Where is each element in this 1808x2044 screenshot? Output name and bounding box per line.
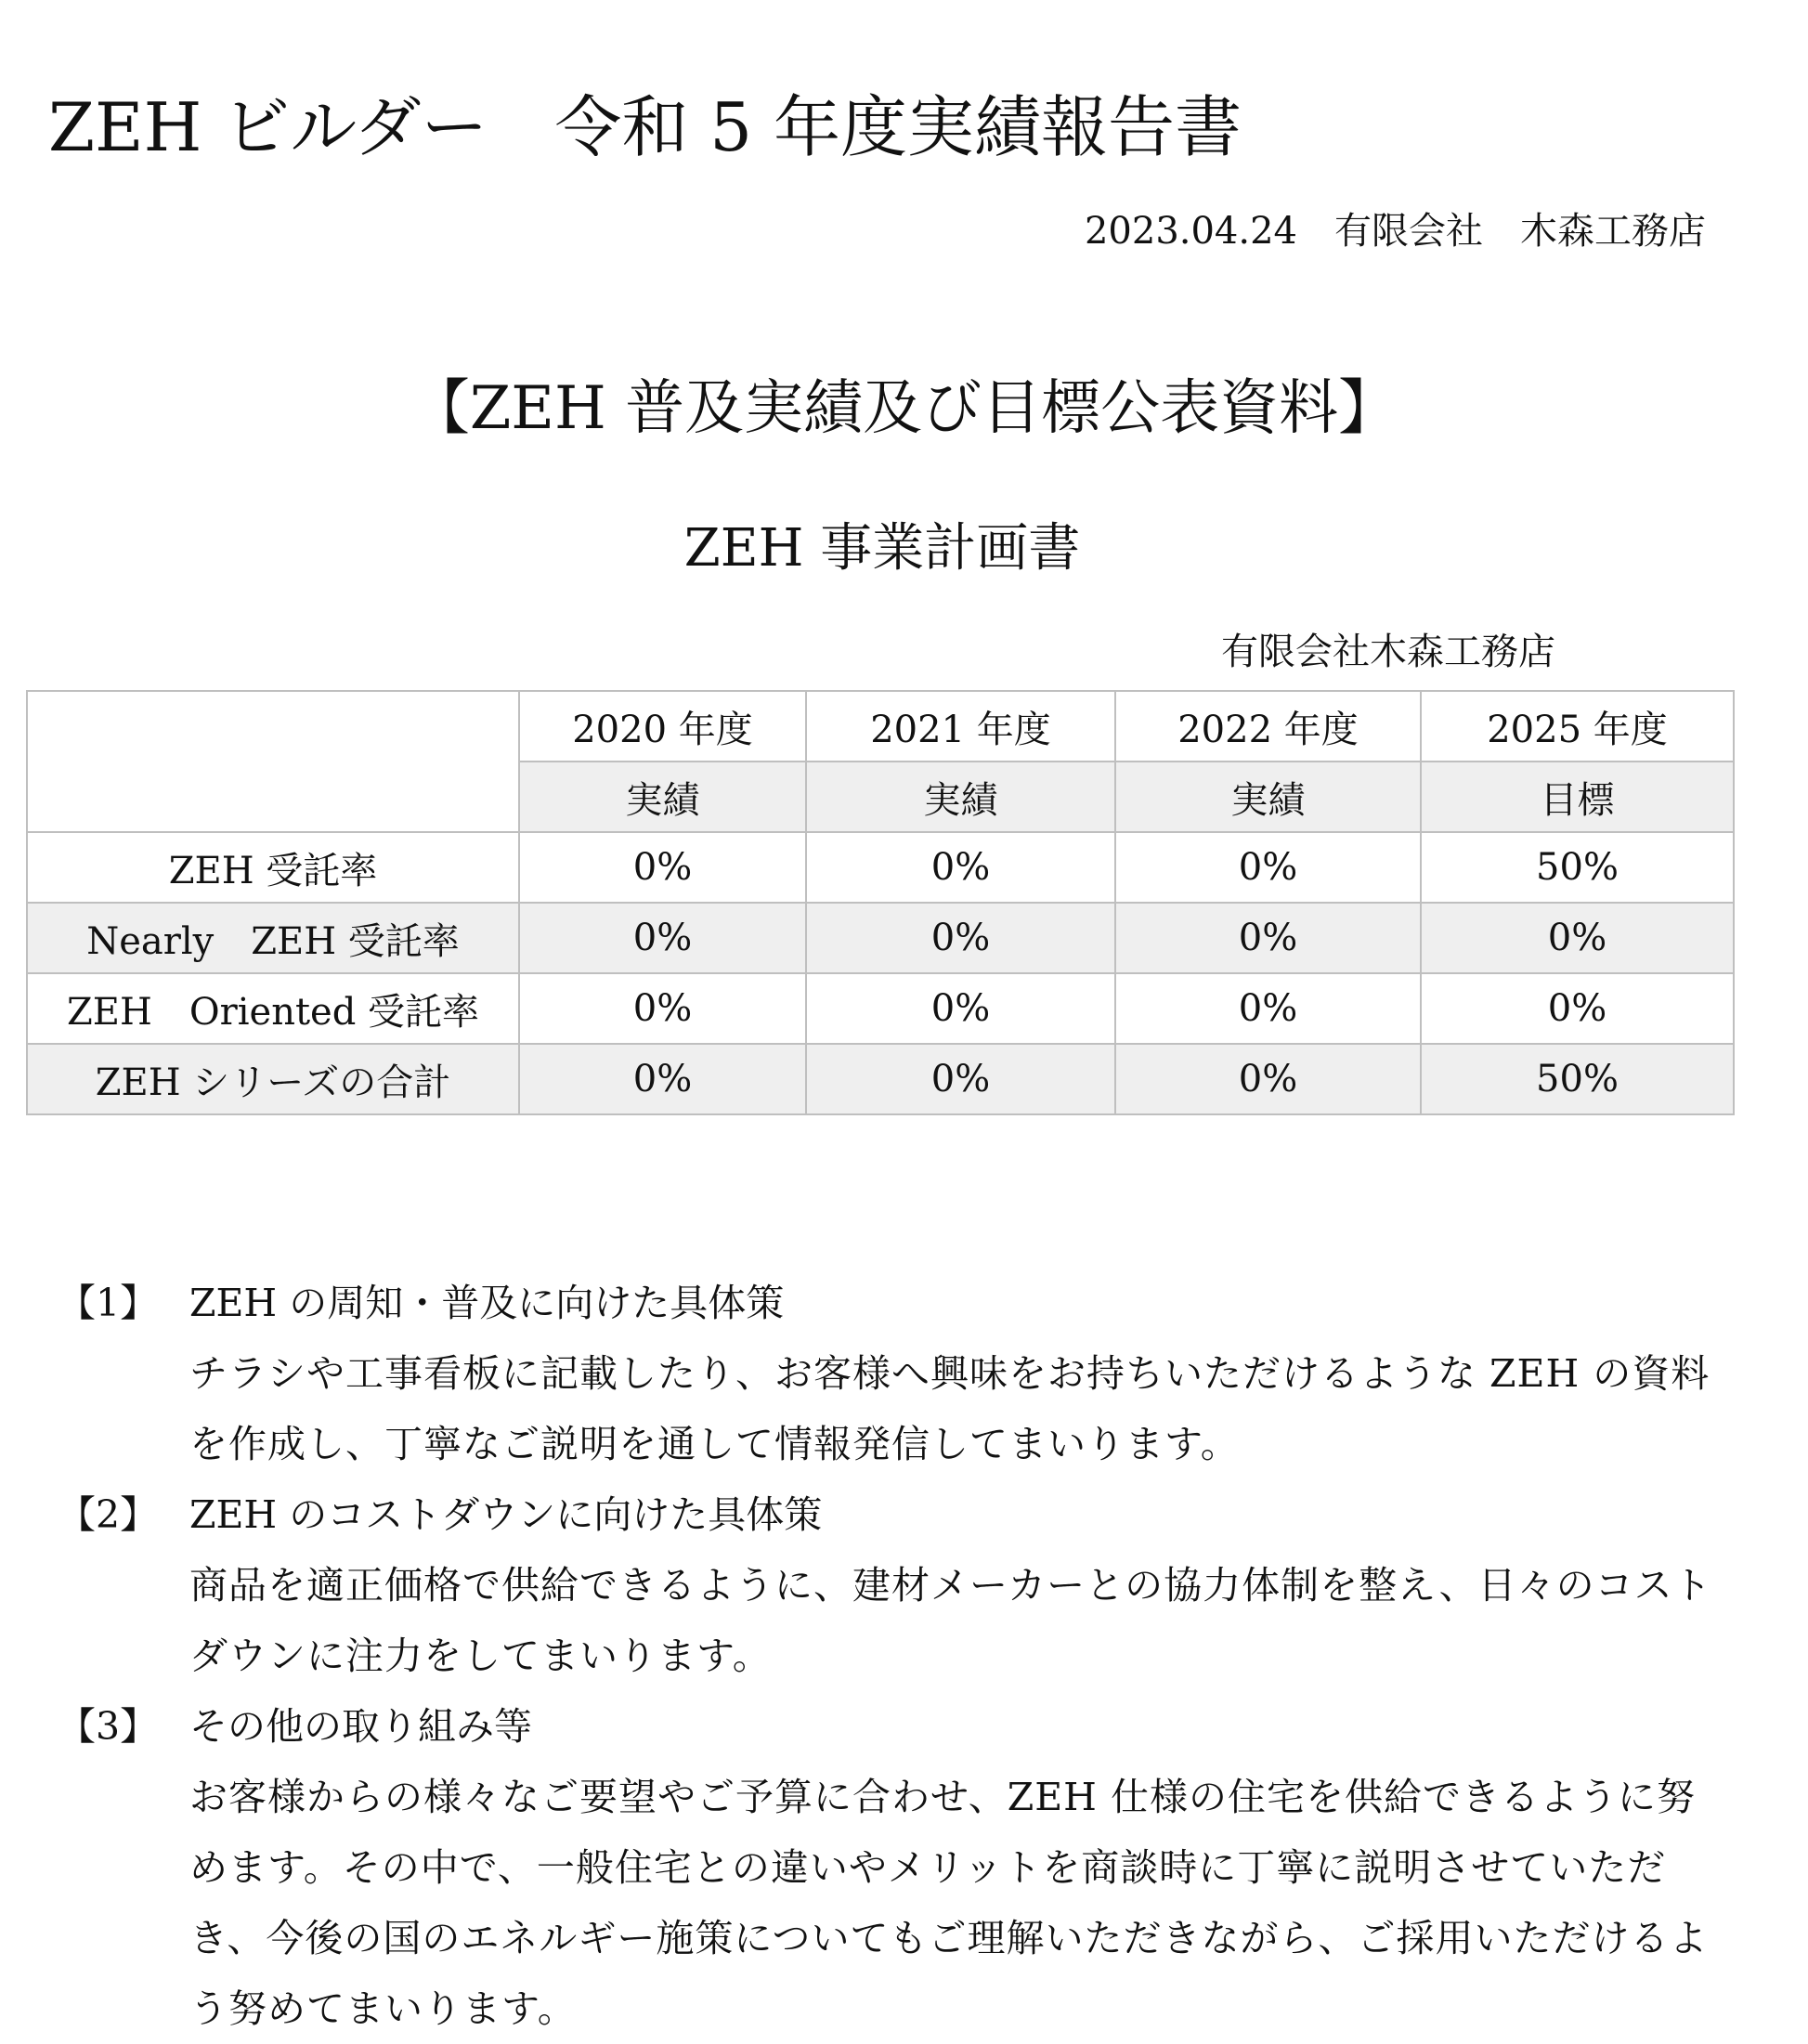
measure-heading <box>58 1268 1729 1338</box>
table-corner-cell <box>27 691 519 832</box>
row-label: ZEH 受託率 <box>27 832 519 903</box>
table-cell: 0% <box>806 1044 1115 1114</box>
table-cell: 0% <box>519 832 806 903</box>
year-header: 2020 年度 <box>519 691 806 762</box>
table-cell: 0% <box>1115 903 1421 973</box>
document-title: ZEH ビルダー 令和 5 年度実績報告書 <box>48 88 1242 166</box>
measure-item <box>58 1268 1729 1479</box>
year-header: 2025 年度 <box>1421 691 1734 762</box>
table-cell: 0% <box>806 832 1115 903</box>
measure-title: その他の取り組み等 <box>189 1704 532 1749</box>
table-row <box>27 903 1734 973</box>
measure-body: 商品を適正価格で供給できるように、建材メーカーとの協力体制を整え、日々のコストダウンに注力をしてまいります。 <box>189 1563 1712 1678</box>
table-row <box>27 1044 1734 1114</box>
year-header: 2022 年度 <box>1115 691 1421 762</box>
date-and-company: 2023.04.24 有限会社 木森工務店 <box>1084 210 1706 253</box>
measure-item <box>58 1479 1729 1691</box>
table-row <box>27 832 1734 903</box>
measures-list <box>58 1268 1729 2044</box>
measure-body: チラシや工事看板に記載したり、お客様へ興味をお持ちいただけるような ZEH の資料を作成し、丁寧なご説明を通して情報発信してまいります。 <box>189 1351 1710 1466</box>
section-title: 【ZEH 普及実績及び目標公表資料】 <box>410 374 1398 443</box>
row-label: ZEH シリーズの合計 <box>27 1044 519 1114</box>
plan-subtitle: ZEH 事業計画書 <box>683 518 1081 579</box>
row-label: Nearly ZEH 受託率 <box>27 903 519 973</box>
kind-header: 目標 <box>1421 762 1734 832</box>
table-cell: 0% <box>519 903 806 973</box>
table-cell: 50% <box>1421 1044 1734 1114</box>
table-cell: 0% <box>1115 1044 1421 1114</box>
row-label: ZEH Oriented 受託率 <box>27 973 519 1044</box>
table-cell: 0% <box>806 903 1115 973</box>
table-cell: 0% <box>1115 973 1421 1044</box>
table-cell: 0% <box>519 973 806 1044</box>
kind-header: 実績 <box>806 762 1115 832</box>
table-cell: 0% <box>806 973 1115 1044</box>
measure-number: 【3】 <box>58 1704 159 1749</box>
measure-item <box>58 1691 1729 2044</box>
measure-title: ZEH のコストダウンに向けた具体策 <box>189 1492 823 1537</box>
measure-title: ZEH の周知・普及に向けた具体策 <box>189 1281 785 1325</box>
table-cell: 50% <box>1421 832 1734 903</box>
company-name: 有限会社木森工務店 <box>1221 631 1555 673</box>
table-cell: 0% <box>519 1044 806 1114</box>
table-row <box>27 973 1734 1044</box>
measure-number: 【1】 <box>58 1281 159 1325</box>
kind-header: 実績 <box>519 762 806 832</box>
measure-heading <box>58 1691 1729 1762</box>
zeh-plan-table <box>26 690 1735 1115</box>
year-header: 2021 年度 <box>806 691 1115 762</box>
measure-number: 【2】 <box>58 1492 159 1537</box>
table-cell: 0% <box>1421 973 1734 1044</box>
measure-heading <box>58 1479 1729 1550</box>
table-header-row <box>27 691 1734 762</box>
measure-body: お客様からの様々なご要望やご予算に合わせ、ZEH 仕様の住宅を供給できるように努めます。その中で、一般住宅との違いやメリットを商談時に丁寧に説明させていただき、今後の国のエネルギー施策についてもご理解いただきながら、ご採用いただけるよう努めてまいります。 <box>189 1775 1709 2031</box>
table-cell: 0% <box>1421 903 1734 973</box>
table-cell: 0% <box>1115 832 1421 903</box>
kind-header: 実績 <box>1115 762 1421 832</box>
